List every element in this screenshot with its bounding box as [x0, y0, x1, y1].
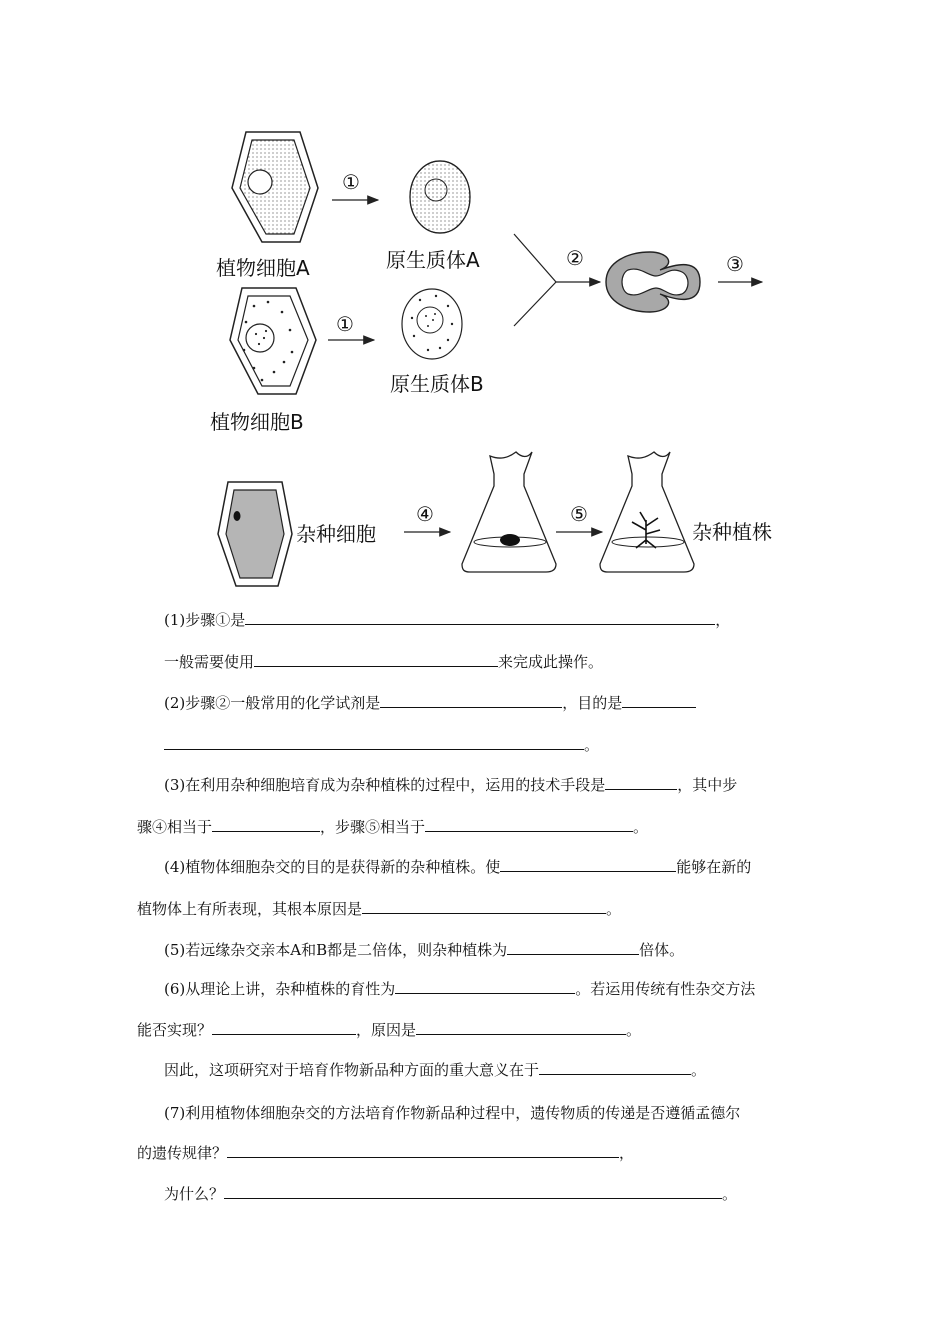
answer-blank-q3-technique[interactable]: [605, 775, 677, 790]
q6c-end: 。: [691, 1061, 707, 1079]
q4b-end: 。: [606, 900, 622, 918]
question-6-line-2: [137, 1020, 641, 1040]
question-2-line-1: [164, 693, 696, 713]
question-2-line-2: [164, 735, 599, 755]
question-7-line-3: [164, 1184, 737, 1204]
q6-end: 。若运用传统有性杂交方法: [575, 980, 756, 998]
label-protoplast-a: 原生质体A: [386, 248, 480, 272]
question-1-line-1: [164, 610, 730, 630]
step-5-label: ⑤: [570, 502, 588, 526]
step-1a-label: ①: [342, 170, 360, 194]
q7b-text: 的遗传规律？: [137, 1144, 228, 1162]
q6b-text: 能否实现？: [137, 1021, 213, 1039]
q6-text: (6)从理论上讲，杂种植株的育性为: [164, 980, 396, 998]
q7b-end: ，: [619, 1144, 635, 1162]
plant-cell-b-icon: [230, 288, 316, 394]
answer-blank-q4-trait[interactable]: [500, 857, 676, 872]
step-2-label: ②: [566, 246, 584, 270]
answer-blank-q6-significance[interactable]: [539, 1060, 691, 1075]
diagram: [0, 0, 950, 600]
answer-blank-q1-tool[interactable]: [254, 652, 498, 667]
diagram-drawing: [0, 0, 950, 600]
label-hybrid-plant: 杂种植株: [692, 520, 772, 544]
label-plant-cell-a: 植物细胞A: [216, 256, 310, 280]
q2-text: (2)步骤②一般常用的化学试剂是: [164, 694, 381, 712]
q5-end: 倍体。: [639, 941, 685, 959]
q1-text: (1)步骤①是: [164, 611, 246, 629]
question-1-line-2: [164, 652, 603, 672]
answer-blank-q6-fertility[interactable]: [395, 979, 575, 994]
fused-protoplast-icon: [606, 252, 700, 312]
q4-end: 能够在新的: [676, 858, 752, 876]
q6c-text: 因此，这项研究对于培育作物新品种方面的重大意义在于: [164, 1061, 540, 1079]
step-3-label: ③: [726, 252, 744, 276]
answer-blank-q5-ploidy[interactable]: [507, 940, 639, 955]
answer-blank-q4-reason[interactable]: [362, 899, 606, 914]
q2-end: 。: [584, 736, 600, 754]
answer-blank-q6-feasible[interactable]: [212, 1020, 356, 1035]
flask-callus-icon: [462, 452, 556, 572]
q4-text: (4)植物体细胞杂交的目的是获得新的杂种植株。使: [164, 858, 501, 876]
answer-blank-q7-why[interactable]: [224, 1184, 722, 1199]
merge-lines: [514, 234, 556, 326]
step-4-label: ④: [416, 502, 434, 526]
q6b-end: 。: [626, 1021, 642, 1039]
q3b-end: 。: [633, 818, 649, 836]
q7c-end: 。: [722, 1185, 738, 1203]
step-1b-label: ①: [336, 312, 354, 336]
protoplast-b-icon: [402, 289, 462, 359]
question-3-line-2: [137, 817, 648, 837]
q3b-text: 骤④相当于: [137, 818, 213, 836]
hybrid-cell-icon: [218, 482, 292, 586]
label-hybrid-cell: 杂种细胞: [296, 522, 376, 546]
question-3-line-1: [164, 775, 737, 795]
q1-punct: ，: [715, 611, 731, 629]
answer-blank-q2-purpose-b[interactable]: [164, 735, 584, 750]
answer-blank-q2-reagent[interactable]: [380, 693, 562, 708]
flask-plantlet-icon: [600, 452, 694, 572]
question-4-line-2: [137, 899, 621, 919]
answer-blank-q2-purpose-a[interactable]: [622, 693, 696, 708]
answer-blank-q3-step4[interactable]: [212, 817, 320, 832]
protoplast-a-icon: [410, 161, 470, 233]
question-4-line-1: [164, 857, 751, 877]
q3-text: (3)在利用杂种细胞培育成为杂种植株的过程中，运用的技术手段是: [164, 776, 606, 794]
q1b-text: 一般需要使用: [164, 653, 255, 671]
q1b-end: 来完成此操作。: [498, 653, 604, 671]
label-protoplast-b: 原生质体B: [390, 372, 484, 396]
plant-cell-a-icon: [232, 132, 318, 242]
q3b-mid: ，步骤⑤相当于: [320, 818, 426, 836]
question-6-line-3: [164, 1060, 706, 1080]
label-plant-cell-b: 植物细胞B: [210, 410, 304, 434]
q7c-text: 为什么？: [164, 1185, 225, 1203]
question-7-line-2: [137, 1143, 634, 1163]
answer-blank-q1-step[interactable]: [245, 610, 715, 625]
answer-blank-q7-follow[interactable]: [227, 1143, 619, 1158]
q5-text: (5)若远缘杂交亲本A和B都是二倍体，则杂种植株为: [164, 941, 508, 959]
q7-text: (7)利用植物体细胞杂交的方法培育作物新品种过程中，遗传物质的传递是否遵循孟德尔: [164, 1104, 741, 1122]
answer-blank-q3-step5[interactable]: [425, 817, 633, 832]
q3-mid: ，其中步: [677, 776, 738, 794]
question-5: [164, 940, 684, 960]
q4b-text: 植物体上有所表现，其根本原因是: [137, 900, 363, 918]
answer-blank-q6-reason[interactable]: [416, 1020, 626, 1035]
question-6-line-1: [164, 979, 755, 999]
q2-mid: ，目的是: [562, 694, 623, 712]
q6b-mid: ，原因是: [356, 1021, 417, 1039]
question-7-line-1: [164, 1103, 740, 1123]
